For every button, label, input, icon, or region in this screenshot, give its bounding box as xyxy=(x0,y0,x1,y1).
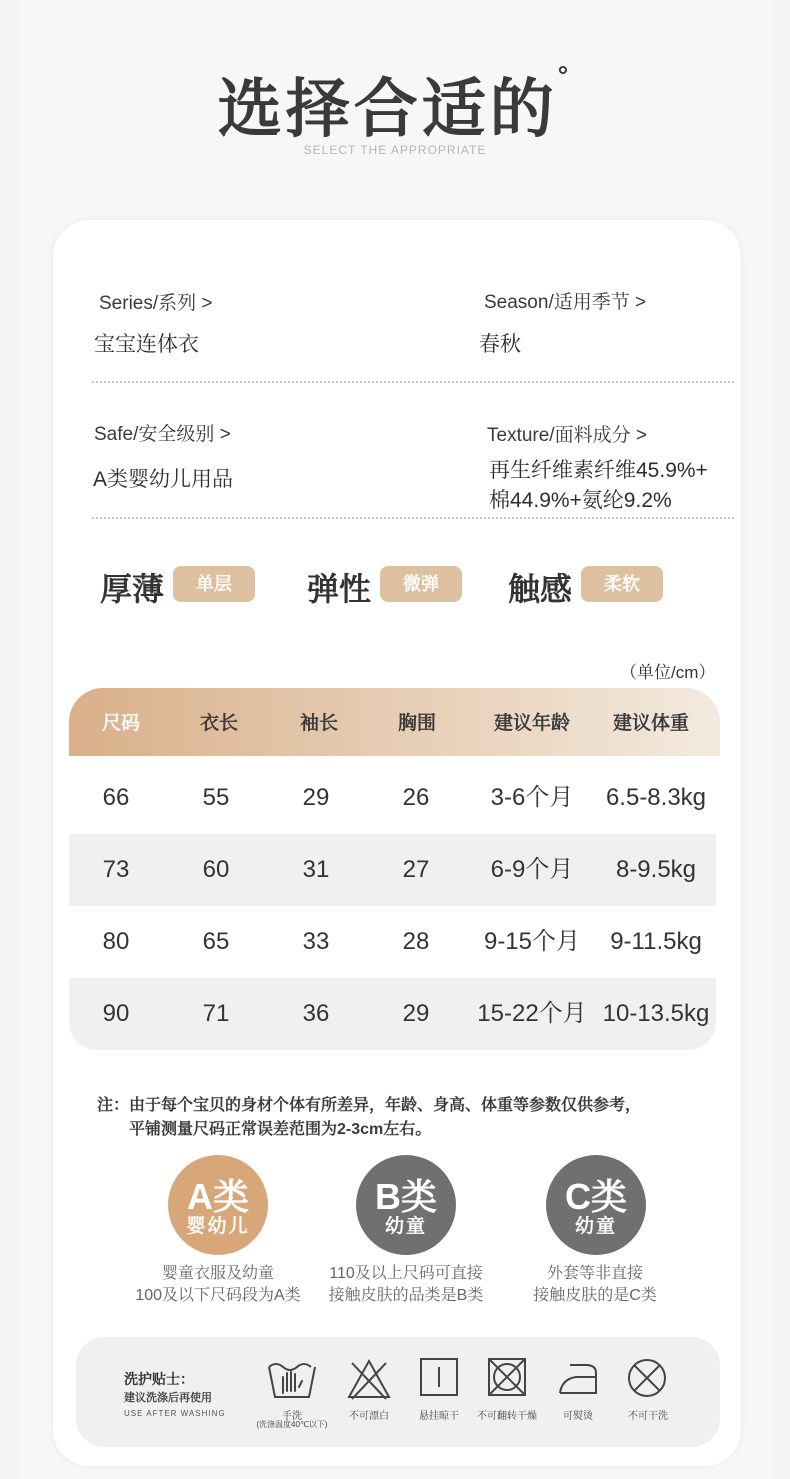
season-label: Season/适用季节 > xyxy=(484,292,647,313)
table-row xyxy=(69,906,716,978)
header-size: 尺码 xyxy=(101,713,140,734)
elasticity-label: 弹性 xyxy=(307,571,372,607)
grade-b-description: 110及以上尺码可直接 接触皮肤的品类是B类 xyxy=(328,1265,484,1304)
table-row xyxy=(69,762,716,834)
no-tumble-dry-icon xyxy=(487,1357,527,1397)
texture-feel-badge: 柔软 xyxy=(581,566,663,602)
safety-value: A类婴幼儿用品 xyxy=(93,468,234,491)
grade-c-title: C类 xyxy=(565,1176,627,1217)
table-row xyxy=(69,978,716,1050)
no-dry-clean-icon xyxy=(626,1357,668,1399)
series-label: Series/系列 > xyxy=(99,293,213,314)
season-value: 春秋 xyxy=(479,333,521,356)
thickness-label: 厚薄 xyxy=(100,571,165,607)
unit-label: （单位/cm） xyxy=(620,663,716,682)
series-value: 宝宝连体衣 xyxy=(94,333,199,356)
cell-age: 9-15个月 xyxy=(483,928,581,955)
cell-sleeve: 29 xyxy=(302,784,330,811)
thickness-badge: 单层 xyxy=(173,566,255,602)
page-subtitle: SELECT THE APPROPRIATE xyxy=(303,143,487,157)
cell-sleeve: 31 xyxy=(302,856,330,883)
grade-a-description: 婴童衣服及幼童 100及以下尺码段为A类 xyxy=(135,1265,301,1304)
header-length: 衣长 xyxy=(199,713,238,734)
cell-weight: 8-9.5kg xyxy=(615,856,697,883)
grade-b-title: B类 xyxy=(375,1176,437,1217)
grade-c-description: 外套等非直接 接触皮肤的是C类 xyxy=(533,1265,657,1304)
grade-b-badge xyxy=(356,1155,456,1255)
cell-length: 55 xyxy=(202,784,230,811)
care-tips-panel xyxy=(76,1337,720,1447)
hand-wash-sublabel: (洗涤温度40℃以下) xyxy=(256,1420,328,1429)
cell-chest: 28 xyxy=(402,928,430,955)
cell-length: 71 xyxy=(202,1000,230,1027)
grade-a-title: A类 xyxy=(187,1176,249,1217)
size-table-header xyxy=(69,688,720,756)
hand-wash-label: 手洗 xyxy=(282,1411,302,1422)
elasticity-badge: 微弹 xyxy=(380,566,462,602)
iron-label: 可熨烫 xyxy=(563,1411,593,1422)
cell-size: 73 xyxy=(102,856,130,883)
measurement-note-line2: 平铺测量尺码正常误差范围为2-3cm左右。 xyxy=(129,1121,432,1138)
hang-dry-icon xyxy=(419,1357,459,1397)
no-bleach-icon xyxy=(346,1357,392,1401)
texture-feel-label: 触感 xyxy=(508,571,573,607)
header-chest: 胸围 xyxy=(397,713,436,734)
cell-size: 90 xyxy=(102,1000,130,1027)
care-title: 洗护贴士： xyxy=(124,1371,194,1387)
care-subtitle-en: USE AFTER WASHING xyxy=(124,1409,226,1418)
cell-age: 6-9个月 xyxy=(490,856,574,883)
texture-label: Texture/面料成分 > xyxy=(487,425,647,446)
cell-chest: 27 xyxy=(402,856,430,883)
grade-a-subtitle: 婴幼儿 xyxy=(186,1216,250,1237)
measurement-note-line1: 注：由于每个宝贝的身材个体有所差异，年龄、身高、体重等参数仅供参考， xyxy=(97,1097,642,1114)
header-age: 建议年龄 xyxy=(493,713,570,734)
cell-size: 66 xyxy=(102,784,130,811)
safety-label: Safe/安全级别 > xyxy=(94,424,231,445)
cell-chest: 26 xyxy=(402,784,430,811)
table-row xyxy=(69,834,716,906)
hand-wash-icon xyxy=(266,1357,318,1403)
no-bleach-label: 不可漂白 xyxy=(349,1411,389,1422)
divider xyxy=(92,517,734,519)
cell-length: 65 xyxy=(202,928,230,955)
iron-icon xyxy=(556,1359,600,1399)
no-dry-clean-label: 不可干洗 xyxy=(628,1411,668,1422)
cell-length: 60 xyxy=(202,856,230,883)
grade-b-subtitle: 幼童 xyxy=(384,1216,427,1237)
header-sleeve: 袖长 xyxy=(299,713,338,734)
cell-size: 80 xyxy=(102,928,130,955)
texture-value-line2: 棉44.9%+氨纶9.2% xyxy=(489,489,672,512)
title-mark: ° xyxy=(557,60,573,90)
hang-dry-label: 悬挂晾干 xyxy=(419,1411,459,1422)
cell-sleeve: 36 xyxy=(302,1000,330,1027)
grade-c-subtitle: 幼童 xyxy=(574,1216,617,1237)
cell-age: 3-6个月 xyxy=(490,784,574,811)
no-tumble-dry-label: 不可翻转干燥 xyxy=(477,1411,537,1422)
grade-c-badge xyxy=(546,1155,646,1255)
grade-a-badge xyxy=(168,1155,268,1255)
page-title: 选择合适的° xyxy=(217,60,573,145)
divider xyxy=(92,381,734,383)
header-weight: 建议体重 xyxy=(612,713,689,734)
cell-chest: 29 xyxy=(402,1000,430,1027)
cell-weight: 10-13.5kg xyxy=(602,1000,710,1027)
care-subtitle: 建议洗涤后再使用 xyxy=(124,1392,212,1404)
cell-sleeve: 33 xyxy=(302,928,330,955)
cell-age: 15-22个月 xyxy=(477,1000,587,1027)
texture-value-line1: 再生纤维素纤维45.9%+ xyxy=(489,459,708,482)
cell-weight: 9-11.5kg xyxy=(610,928,702,955)
cell-weight: 6.5-8.3kg xyxy=(605,784,707,811)
